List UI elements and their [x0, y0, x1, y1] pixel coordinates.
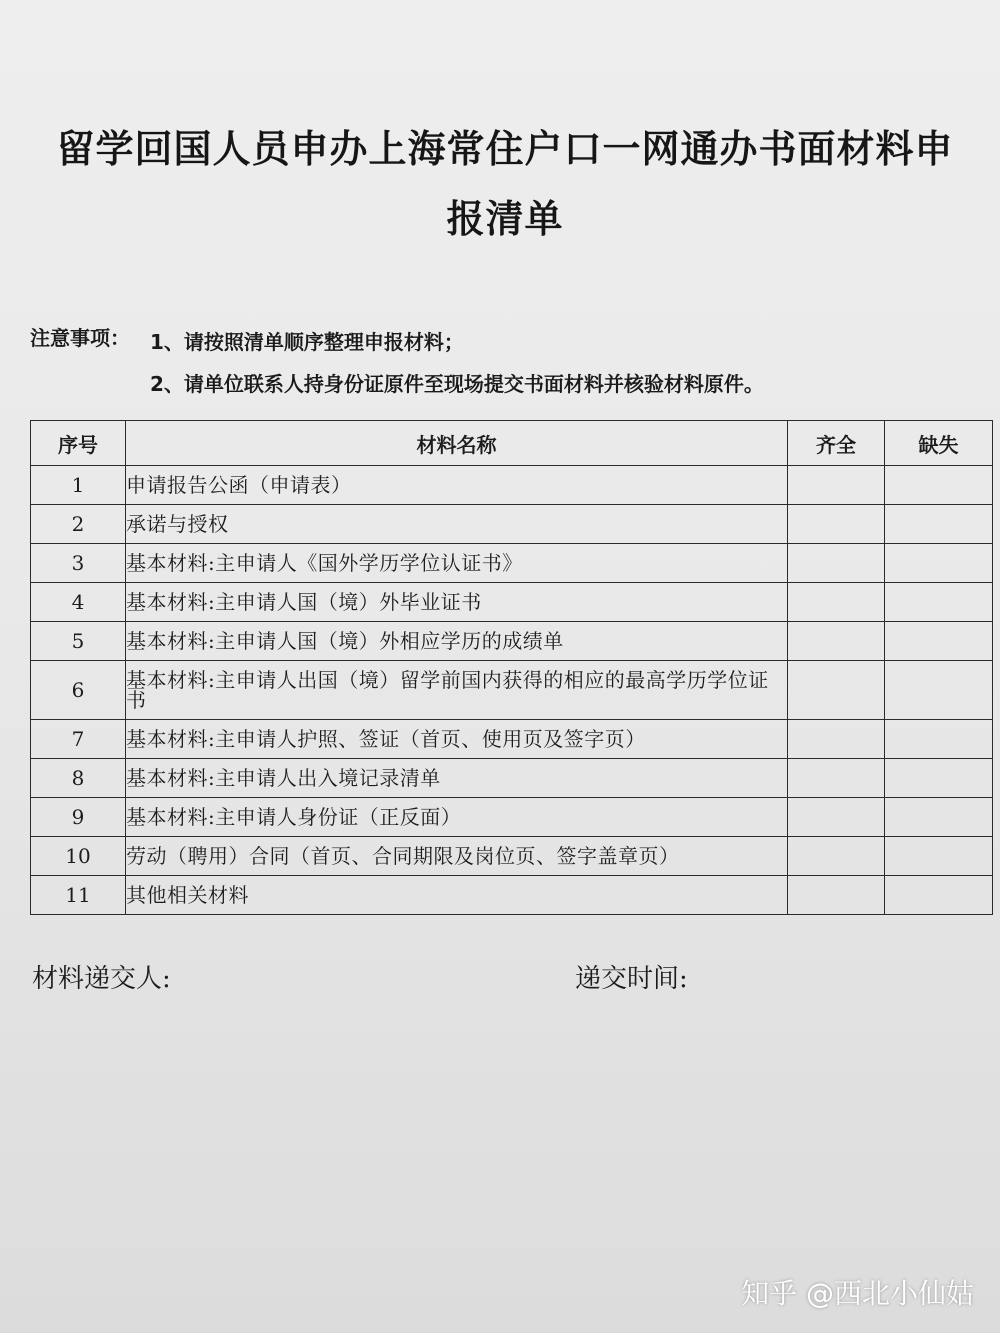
document-title-line-2: 报清单: [446, 197, 564, 241]
notes-label: 注意事项：: [30, 326, 130, 350]
row-index: 2: [31, 505, 126, 544]
complete-check-cell[interactable]: [788, 622, 885, 661]
row-index: 7: [31, 720, 126, 759]
row-index: 4: [31, 583, 126, 622]
complete-check-cell[interactable]: [788, 661, 885, 720]
row-index: 10: [31, 837, 126, 876]
missing-check-cell[interactable]: [885, 759, 993, 798]
row-material-name: 基本材料:主申请人国（境）外毕业证书: [126, 583, 788, 622]
row-material-name: 基本材料:主申请人国（境）外相应学历的成绩单: [126, 622, 788, 661]
table-row: [31, 466, 993, 505]
row-material-name: 承诺与授权: [126, 505, 788, 544]
row-index: 11: [31, 876, 126, 915]
complete-check-cell[interactable]: [788, 720, 885, 759]
table-row: [31, 876, 993, 915]
document-title-line-1: 留学回国人员申办上海常住户口一网通办书面材料申: [56, 127, 954, 171]
row-index: 8: [31, 759, 126, 798]
table-row: [31, 583, 993, 622]
row-index: 9: [31, 798, 126, 837]
missing-check-cell[interactable]: [885, 876, 993, 915]
missing-check-cell[interactable]: [885, 466, 993, 505]
row-material-name: 基本材料:主申请人出国（境）留学前国内获得的相应的最高学历学位证书: [126, 661, 788, 720]
table-header-row: [31, 421, 993, 466]
complete-check-cell[interactable]: [788, 837, 885, 876]
row-index: 5: [31, 622, 126, 661]
note-item-1: 1、请按照清单顺序整理申报材料；: [150, 330, 464, 354]
missing-check-cell[interactable]: [885, 505, 993, 544]
row-material-name: 基本材料:主申请人出入境记录清单: [126, 759, 788, 798]
table-row: [31, 720, 993, 759]
table-row: [31, 837, 993, 876]
header-material-name: 材料名称: [126, 421, 788, 466]
note-item-2: 2、请单位联系人持身份证原件至现场提交书面材料并核验材料原件。: [150, 372, 764, 396]
row-material-name: 其他相关材料: [126, 876, 788, 915]
missing-check-cell[interactable]: [885, 798, 993, 837]
row-material-name: 劳动（聘用）合同（首页、合同期限及岗位页、签字盖章页）: [126, 837, 788, 876]
header-complete: 齐全: [788, 421, 885, 466]
missing-check-cell[interactable]: [885, 661, 993, 720]
row-material-name: 基本材料:主申请人身份证（正反面）: [126, 798, 788, 837]
table-row: [31, 661, 993, 720]
row-index: 3: [31, 544, 126, 583]
complete-check-cell[interactable]: [788, 798, 885, 837]
zhihu-watermark: 知乎 @西北小仙姑: [741, 1277, 974, 1310]
submission-time-label: 递交时间:: [575, 964, 688, 994]
row-material-name: 申请报告公函（申请表）: [126, 466, 788, 505]
table-row: [31, 622, 993, 661]
row-material-name: 基本材料:主申请人《国外学历学位认证书》: [126, 544, 788, 583]
complete-check-cell[interactable]: [788, 759, 885, 798]
missing-check-cell[interactable]: [885, 583, 993, 622]
table-row: [31, 505, 993, 544]
table-row: [31, 544, 993, 583]
table-row: [31, 798, 993, 837]
submitter-label: 材料递交人:: [32, 964, 171, 994]
missing-check-cell[interactable]: [885, 720, 993, 759]
table-row: [31, 759, 993, 798]
row-index: 6: [31, 661, 126, 720]
header-index: 序号: [31, 421, 126, 466]
row-index: 1: [31, 466, 126, 505]
row-material-name: 基本材料:主申请人护照、签证（首页、使用页及签字页）: [126, 720, 788, 759]
complete-check-cell[interactable]: [788, 466, 885, 505]
complete-check-cell[interactable]: [788, 544, 885, 583]
missing-check-cell[interactable]: [885, 622, 993, 661]
missing-check-cell[interactable]: [885, 544, 993, 583]
complete-check-cell[interactable]: [788, 505, 885, 544]
missing-check-cell[interactable]: [885, 837, 993, 876]
header-missing: 缺失: [885, 421, 993, 466]
complete-check-cell[interactable]: [788, 876, 885, 915]
complete-check-cell[interactable]: [788, 583, 885, 622]
materials-checklist-table: [30, 420, 993, 915]
